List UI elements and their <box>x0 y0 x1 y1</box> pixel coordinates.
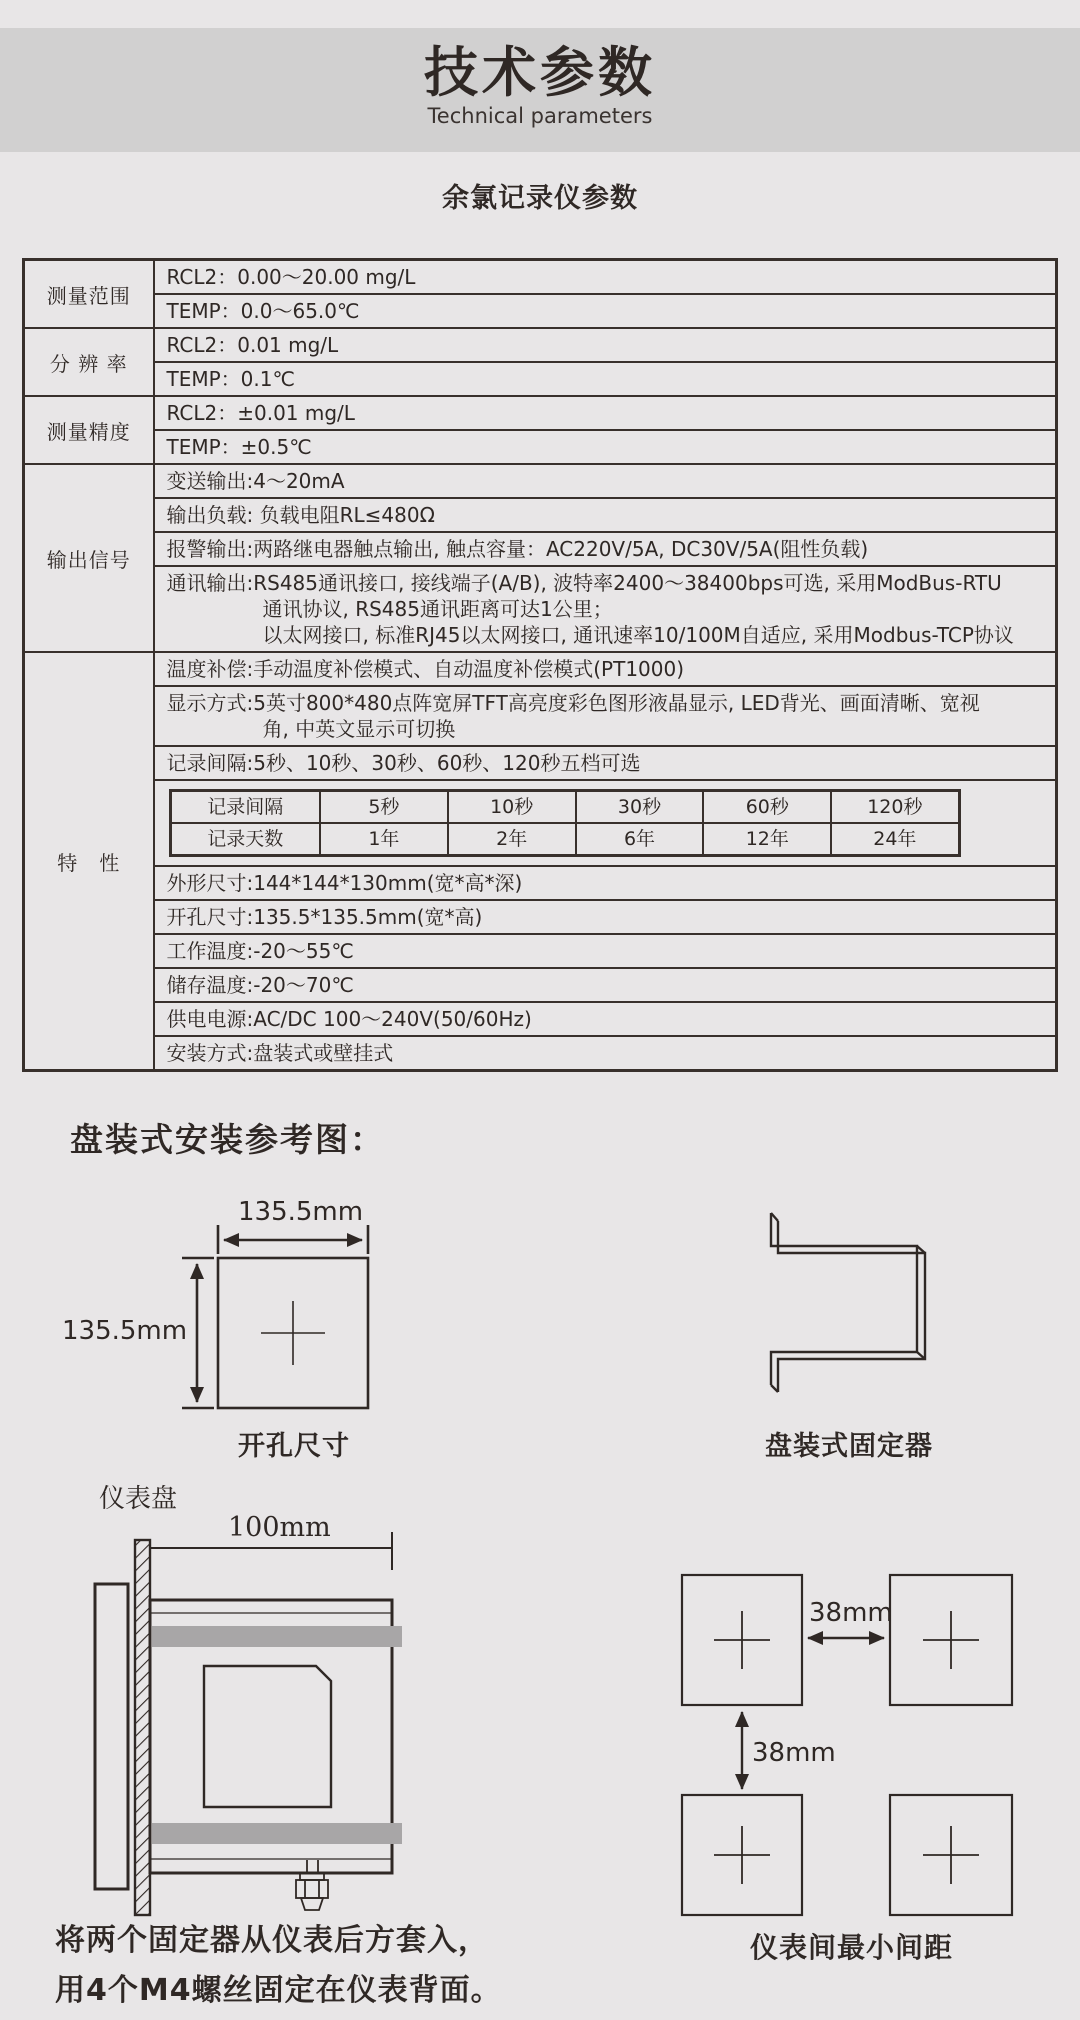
spec-value-cell: RCL2：±0.01 mg/L <box>154 396 1057 430</box>
spec-value-cell: 开孔尺寸:135.5*135.5mm(宽*高) <box>154 900 1057 934</box>
bracket-caption: 盘装式固定器 <box>765 1431 933 1462</box>
record-cell: 120秒 <box>831 791 959 824</box>
record-cell: 2年 <box>448 823 576 856</box>
record-cell: 记录间隔 <box>170 791 320 824</box>
spacing-caption: 仪表间最小间距 <box>750 1931 954 1964</box>
table-row <box>24 746 1057 780</box>
spec-value-cell: TEMP：±0.5℃ <box>154 430 1057 464</box>
cutout-caption: 开孔尺寸 <box>238 1431 350 1462</box>
panel-side-view <box>95 1532 402 1915</box>
spec-group-label: 特 性 <box>24 652 154 1071</box>
cutout-crosshair <box>261 1301 325 1365</box>
spec-value-cell: TEMP：0.1℃ <box>154 362 1057 396</box>
spec-value-cell: 外形尺寸:144*144*130mm(宽*高*深) <box>154 866 1057 900</box>
spec-table <box>22 258 1058 1072</box>
table-row <box>170 823 959 856</box>
spec-value-cell: 输出负载: 负载电阻RL≤480Ω <box>154 498 1057 532</box>
spec-group-label: 分 辨 率 <box>24 328 154 396</box>
comm-output-line: 通讯协议, RS485通讯距离可达1公里； <box>262 597 613 621</box>
record-table-cell <box>154 780 1057 866</box>
table-row <box>24 464 1057 498</box>
comm-output-line: 以太网接口, 标准RJ45以太网接口, 通讯速率10/100M自适应, 采用Modbus-TCP协议 <box>262 623 1014 647</box>
table-row <box>24 686 1057 746</box>
width-dimension-arrow <box>218 1225 368 1254</box>
cutout-width-label: 135.5mm <box>238 1197 364 1227</box>
table-row <box>24 866 1057 900</box>
table-row <box>24 1036 1057 1071</box>
spec-value-cell: RCL2：0.00～20.00 mg/L <box>154 260 1057 295</box>
clamp-bar-bottom <box>152 1823 402 1844</box>
spec-group-label: 输出信号 <box>24 464 154 652</box>
depth-dimension-label: 100mm <box>228 1512 331 1543</box>
table-row <box>24 900 1057 934</box>
table-row <box>170 791 959 824</box>
page-title: 技术参数 <box>424 41 656 104</box>
spec-value-cell: 安装方式:盘装式或壁挂式 <box>154 1036 1057 1071</box>
table-row <box>24 430 1057 464</box>
spec-group-label: 测量精度 <box>24 396 154 464</box>
record-cell: 1年 <box>320 823 448 856</box>
record-cell: 10秒 <box>448 791 576 824</box>
panel-bezel <box>95 1584 128 1889</box>
spec-value-cell <box>154 686 1057 746</box>
display-mode-line: 显示方式:5英寸800*480点阵宽屏TFT高亮度彩色图形液晶显示, LED背光、画面清晰、宽视 <box>166 691 980 715</box>
record-cell: 12年 <box>703 823 831 856</box>
record-cell: 24年 <box>831 823 959 856</box>
spec-value-cell: TEMP：0.0～65.0℃ <box>154 294 1057 328</box>
record-cell: 5秒 <box>320 791 448 824</box>
table-row <box>24 498 1057 532</box>
spec-value-cell: 温度补偿:手动温度补偿模式、自动温度补偿模式(PT1000) <box>154 652 1057 686</box>
spec-value-cell <box>154 566 1057 652</box>
table-row <box>24 968 1057 1002</box>
table-row <box>24 328 1057 362</box>
table-row <box>24 362 1057 396</box>
record-cell: 30秒 <box>576 791 704 824</box>
spec-value-cell: 储存温度:-20～70℃ <box>154 968 1057 1002</box>
panel-hatch <box>135 1540 150 1915</box>
install-note-line-2: 用4个M4螺丝固定在仪表背面。 <box>55 1973 502 2008</box>
bracket-shape <box>771 1213 925 1392</box>
install-diagram <box>0 1100 1080 2020</box>
table-row <box>24 566 1057 652</box>
record-interval-table <box>169 789 961 857</box>
spec-value-cell: 报警输出:两路继电器触点输出, 触点容量：AC220V/5A, DC30V/5A(阻性负载) <box>154 532 1057 566</box>
clamp-bar-top <box>152 1626 402 1647</box>
section-title: 余氯记录仪参数 <box>442 183 638 214</box>
spacing-h-label: 38mm <box>809 1598 893 1628</box>
spec-value-cell: 记录间隔:5秒、10秒、30秒、60秒、120秒五档可选 <box>154 746 1057 780</box>
header-band <box>0 28 1080 152</box>
terminal-block <box>204 1666 331 1807</box>
cable-gland <box>296 1860 328 1910</box>
record-cell: 60秒 <box>703 791 831 824</box>
comm-output-line: 通讯输出:RS485通讯接口, 接线端子(A/B), 波特率2400～38400bps可选, 采用ModBus-RTU <box>166 571 1002 595</box>
table-row <box>24 532 1057 566</box>
spec-group-label: 测量范围 <box>24 260 154 329</box>
page-subtitle: Technical parameters <box>427 104 653 128</box>
table-row <box>24 780 1057 866</box>
table-row <box>24 260 1057 295</box>
record-cell: 6年 <box>576 823 704 856</box>
display-mode-line: 角, 中英文显示可切换 <box>262 717 456 741</box>
spec-value-cell: 变送输出:4～20mA <box>154 464 1057 498</box>
panel-label: 仪表盘 <box>99 1484 178 1514</box>
install-note-line-1: 将两个固定器从仪表后方套入， <box>55 1923 489 1958</box>
spacing-v-label: 38mm <box>752 1738 836 1768</box>
spec-value-cell: 供电电源:AC/DC 100～240V(50/60Hz) <box>154 1002 1057 1036</box>
table-row <box>24 396 1057 430</box>
table-row <box>24 934 1057 968</box>
record-cell: 记录天数 <box>170 823 320 856</box>
spec-value-cell: RCL2：0.01 mg/L <box>154 328 1057 362</box>
spec-value-cell: 工作温度:-20～55℃ <box>154 934 1057 968</box>
install-heading: 盘装式安装参考图： <box>70 1120 385 1159</box>
table-row <box>24 652 1057 686</box>
table-row <box>24 1002 1057 1036</box>
table-row <box>24 294 1057 328</box>
cutout-height-label: 135.5mm <box>62 1316 188 1346</box>
